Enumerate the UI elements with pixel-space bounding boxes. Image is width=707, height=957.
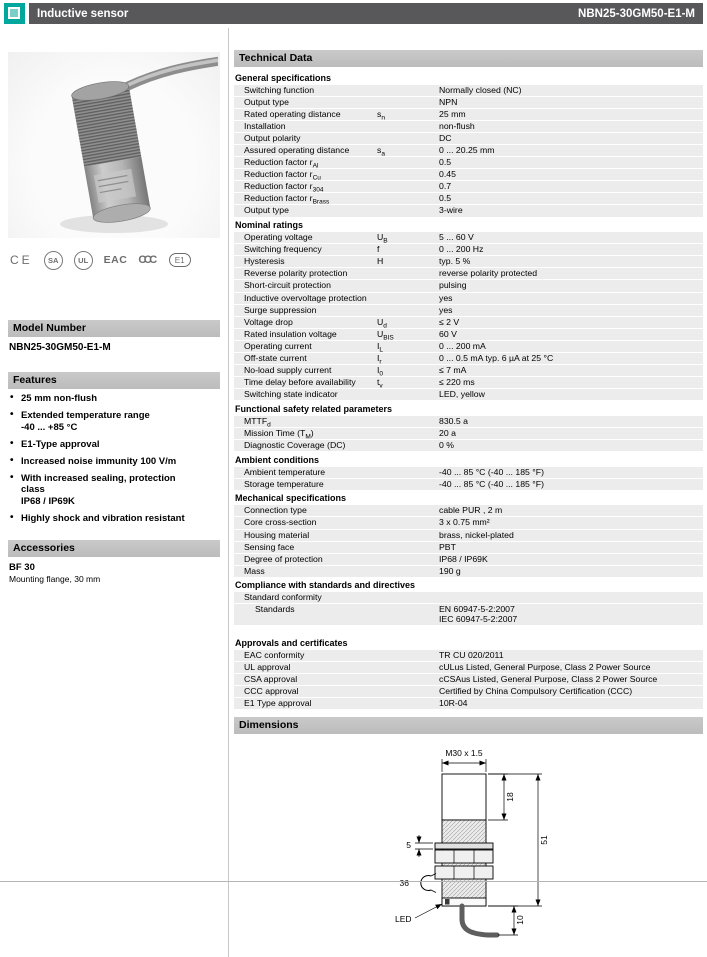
features-list [8, 393, 220, 525]
dimensions-drawing-area [234, 748, 703, 957]
table-row [234, 542, 703, 554]
row-value: 60 V [439, 328, 457, 339]
table-row [234, 232, 703, 244]
table-row [234, 341, 703, 353]
row-symbol: $s_n$ [377, 108, 385, 122]
right-column [228, 28, 703, 957]
row-symbol: H [377, 256, 384, 267]
row-label: Reverse polarity protection [244, 268, 348, 279]
ul-mark: UL [74, 251, 93, 270]
row-value: 3 x 0.75 mm² [439, 517, 490, 528]
row-value: 0.5 [439, 193, 452, 204]
row-value: 0 ... 200 Hz [439, 244, 484, 255]
table-row [234, 145, 703, 157]
row-value: 5 ... 60 V [439, 232, 474, 243]
row-value: 0.5 [439, 157, 452, 168]
row-symbol [377, 555, 439, 565]
row-label: Housing material [244, 529, 310, 540]
row-label: Core cross-section [244, 517, 317, 528]
row-symbol: $t_v$ [377, 377, 383, 390]
row-symbol [377, 98, 439, 108]
row-symbol: $U_B$ [377, 232, 388, 245]
row-symbol [377, 663, 439, 673]
feature-item: • With increased sealing, protection class IP68 / IP69K [8, 473, 220, 508]
row-value: 10R-04 [439, 698, 468, 709]
row-value: 830.5 a [439, 415, 468, 426]
table-row [234, 530, 703, 542]
eac-mark: EAC [103, 254, 128, 266]
row-value [439, 593, 703, 603]
table-row [234, 85, 703, 97]
row-label: E1 Type approval [244, 698, 312, 709]
row-value: ≤ 220 ms [439, 377, 475, 388]
table-row [234, 662, 703, 674]
dimensions-header: Dimensions [234, 717, 703, 734]
table-section-header: Ambient conditions [235, 454, 319, 465]
row-value: -40 ... 85 °C (-40 ... 185 °F) [439, 466, 544, 477]
row-symbol [377, 506, 439, 516]
row-label: No-load supply current [244, 365, 332, 376]
row-symbol [377, 294, 439, 304]
datasheet-page [0, 3, 707, 957]
row-label: CCC approval [244, 685, 299, 696]
e1-mark: E1 [169, 253, 191, 267]
table-row [234, 479, 703, 491]
row-symbol [377, 281, 439, 291]
row-value: reverse polarity protected [439, 268, 538, 279]
row-value: 0.7 [439, 181, 452, 192]
row-label: Sensing face [244, 541, 295, 552]
table-row [234, 440, 703, 452]
wrench-icon [420, 876, 430, 891]
row-value: 0 ... 200 mA [439, 340, 486, 351]
product-photo-illustration [8, 52, 218, 238]
features-header: Features [8, 372, 220, 389]
row-value: 0.45 [439, 169, 456, 180]
table-row [234, 329, 703, 341]
row-value: non-flush [439, 120, 475, 131]
row-symbol [377, 699, 439, 709]
row-symbol [377, 429, 439, 439]
dim-18-label: 18 [504, 792, 515, 802]
row-label: Inductive overvoltage protection [244, 292, 367, 303]
led-label: LED [394, 914, 412, 925]
table-row [234, 244, 703, 256]
technical-data-table [234, 70, 703, 710]
row-value: DC [439, 132, 452, 143]
row-label: Mass [244, 565, 265, 576]
row-symbol [377, 605, 439, 624]
row-label: $MTTF_d$ [244, 415, 271, 429]
row-value: NPN [439, 96, 458, 107]
product-category-title: Inductive sensor [37, 7, 129, 20]
table-row [234, 305, 703, 317]
content-columns [4, 28, 703, 957]
table-row [234, 554, 703, 566]
row-value: 20 a [439, 427, 456, 438]
row-label: Assured operating distance [244, 144, 350, 155]
feature-item: • Highly shock and vibration resistant [8, 513, 220, 525]
brand-logo-icon [4, 3, 25, 24]
dim-10-extensions [488, 906, 518, 935]
table-row [234, 256, 703, 268]
sensor-cable [128, 61, 218, 86]
cable [462, 906, 497, 935]
row-label: Operating current [244, 340, 312, 351]
model-number-value: NBN25-30GM50-E1-M [9, 342, 111, 353]
row-symbol [377, 170, 439, 180]
row-label: Diagnostic Coverage (DC) [244, 440, 346, 451]
table-row [234, 280, 703, 292]
row-value: ≤ 2 V [439, 316, 460, 327]
row-value: 0 % [439, 440, 454, 451]
row-symbol [377, 567, 439, 577]
table-row [234, 268, 703, 280]
left-column [4, 28, 228, 957]
row-value: ≤ 7 mA [439, 365, 467, 376]
row-label: Reduction factor $r_{Cu}$ [244, 169, 321, 182]
row-label: Time delay before availability [244, 377, 356, 388]
header-title-bar [29, 3, 703, 24]
row-value: cULus Listed, General Purpose, Class 2 Power Source [439, 661, 651, 672]
row-label: Reduction factor $r_{Brass}$ [244, 193, 330, 207]
feature-item: • 25 mm non-flush [8, 393, 220, 405]
table-row [234, 193, 703, 205]
table-row [234, 517, 703, 529]
row-symbol [377, 194, 439, 204]
table-row [234, 97, 703, 109]
table-row [234, 592, 703, 604]
row-label: Degree of protection [244, 553, 323, 564]
row-symbol: $U_{BIS}$ [377, 328, 394, 342]
row-value: yes [439, 292, 453, 303]
table-section-header: Approvals and certificates [235, 637, 348, 648]
dim-10-label: 10 [514, 915, 525, 925]
accessories-header: Accessories [8, 540, 220, 557]
row-label: Installation [244, 120, 286, 131]
accessory-description: Mounting flange, 30 mm [9, 573, 101, 584]
row-label: Standard conformity [244, 592, 322, 603]
table-row [234, 686, 703, 698]
row-label: Reduction factor $r_{304}$ [244, 181, 324, 194]
row-symbol [377, 134, 439, 144]
row-value: PBT [439, 541, 456, 552]
table-row [234, 389, 703, 401]
row-symbol: f [377, 244, 380, 255]
table-row [234, 416, 703, 428]
sensor-head-section [442, 774, 486, 820]
row-symbol: $I_r$ [377, 352, 382, 366]
row-symbol [377, 593, 439, 603]
row-label: Hysteresis [244, 256, 285, 267]
row-value: TR CU 020/2011 [439, 649, 504, 660]
row-symbol [377, 675, 439, 685]
table-row [234, 467, 703, 479]
row-value: IP68 / IP69K [439, 553, 488, 564]
table-row [234, 293, 703, 305]
row-symbol [377, 441, 439, 451]
accessory-name: BF 30 [9, 561, 35, 573]
row-value: cable PUR , 2 m [439, 505, 503, 516]
table-row [234, 566, 703, 578]
table-row [234, 604, 703, 626]
page-footer-rule [0, 881, 707, 882]
row-symbol [377, 206, 439, 216]
dim-5-extensions [415, 843, 433, 849]
row-label: Output polarity [244, 132, 301, 143]
row-value: 0 ... 20.25 mm [439, 144, 495, 155]
table-row [234, 505, 703, 517]
row-symbol [377, 417, 439, 427]
row-label: Operating voltage [244, 232, 313, 243]
row-symbol [377, 182, 439, 192]
row-symbol [377, 687, 439, 697]
row-symbol [377, 122, 439, 132]
certification-marks [10, 248, 220, 272]
table-row [234, 181, 703, 193]
row-label: Mission Time $(T_M)$ [244, 427, 314, 441]
row-symbol [377, 543, 439, 553]
csa-mark: SA [44, 251, 63, 270]
feature-item: • E1-Type approval [8, 439, 220, 451]
table-row [234, 698, 703, 710]
row-value: 25 mm [439, 108, 466, 119]
row-label: UL approval [244, 661, 291, 672]
ccc-mark: CCC [138, 254, 155, 266]
row-label: Switching frequency [244, 244, 322, 255]
product-photo [8, 52, 220, 238]
dim-thread-label: M30 x 1.5 [444, 748, 483, 759]
dimension-drawing [249, 748, 689, 952]
row-label: Connection type [244, 505, 307, 516]
table-row [234, 133, 703, 145]
row-symbol: $I_L$ [377, 340, 384, 354]
technical-data-header: Technical Data [234, 50, 703, 67]
row-value: 190 g [439, 565, 461, 576]
table-row [234, 157, 703, 169]
feature-item: • Extended temperature range -40 ... +85 °C [8, 410, 220, 433]
ce-mark: CE [10, 253, 33, 267]
dim-51-extensions [488, 774, 542, 906]
row-symbol [377, 269, 439, 279]
row-value: 0 ... 0.5 mA typ. 6 µA at 25 °C [439, 352, 554, 363]
row-symbol: $s_a$ [377, 144, 385, 158]
hex-nut-2 [435, 866, 493, 879]
row-label: EAC conformity [244, 649, 305, 660]
row-symbol [377, 518, 439, 528]
row-symbol: $U_d$ [377, 316, 387, 330]
feature-item: • Increased noise immunity 100 V/m [8, 456, 220, 468]
table-row [234, 205, 703, 217]
page-header [4, 3, 703, 24]
table-section-header: Mechanical specifications [235, 493, 347, 504]
model-number-header: Model Number [8, 320, 220, 337]
row-label: Output type [244, 205, 289, 216]
row-symbol [377, 651, 439, 661]
row-label: Switching state indicator [244, 389, 338, 400]
table-row [234, 377, 703, 389]
row-label: Standards [255, 604, 295, 615]
led-indicator [445, 899, 450, 905]
row-label: Rated insulation voltage [244, 328, 337, 339]
row-symbol [377, 306, 439, 316]
table-row [234, 428, 703, 440]
row-symbol [377, 468, 439, 478]
row-value: Normally closed (NC) [439, 84, 522, 95]
table-section-header: General specifications [235, 72, 332, 83]
sensor-body [70, 78, 151, 226]
dim-5-label: 5 [405, 840, 411, 851]
table-section-header: Functional safety related parameters [235, 403, 393, 414]
row-value: Certified by China Compulsory Certification (CCC) [439, 685, 633, 696]
row-symbol [377, 390, 439, 400]
row-symbol [377, 86, 439, 96]
row-label: Storage temperature [244, 478, 324, 489]
row-value: brass, nickel-plated [439, 529, 514, 540]
table-row [234, 650, 703, 662]
washer [435, 843, 493, 849]
table-row [234, 365, 703, 377]
row-label: Switching function [244, 84, 315, 95]
row-value: LED, yellow [439, 389, 485, 400]
table-row [234, 169, 703, 181]
led-leader-line [415, 904, 442, 918]
product-model-title: NBN25-30GM50-E1-M [578, 7, 695, 20]
row-symbol [377, 531, 439, 541]
row-label: Off-state current [244, 352, 307, 363]
table-row [234, 109, 703, 121]
row-label: Voltage drop [244, 316, 293, 327]
dim-51-label: 51 [538, 835, 549, 845]
dim-36-label: 36 [399, 878, 409, 889]
row-symbol [377, 480, 439, 490]
row-value: -40 ... 85 °C (-40 ... 185 °F) [439, 478, 544, 489]
row-symbol [377, 158, 439, 168]
row-value: EN 60947-5-2:2007 IEC 60947-5-2:2007 [439, 604, 518, 625]
table-section-header: Compliance with standards and directives [235, 580, 416, 591]
row-value: 3-wire [439, 205, 463, 216]
row-value: pulsing [439, 280, 467, 291]
table-row [234, 121, 703, 133]
table-row [234, 674, 703, 686]
table-row [234, 317, 703, 329]
row-label: Rated operating distance [244, 108, 341, 119]
row-value: typ. 5 % [439, 256, 471, 267]
row-label: Ambient temperature [244, 466, 326, 477]
row-value: cCSAus Listed, General Purpose, Class 2 Power Source [439, 673, 658, 684]
table-section-header: Nominal ratings [235, 220, 304, 231]
row-label: Reduction factor $r_{Al}$ [244, 157, 319, 170]
row-value: yes [439, 304, 453, 315]
row-symbol: $I_0$ [377, 365, 384, 378]
hex-nut-1 [435, 850, 493, 863]
row-label: CSA approval [244, 673, 298, 684]
table-row [234, 353, 703, 365]
row-label: Surge suppression [244, 304, 317, 315]
sensor-outline [435, 774, 497, 935]
row-label: Short-circuit protection [244, 280, 331, 291]
dim-thread-extensions [442, 759, 486, 772]
row-label: Output type [244, 96, 289, 107]
